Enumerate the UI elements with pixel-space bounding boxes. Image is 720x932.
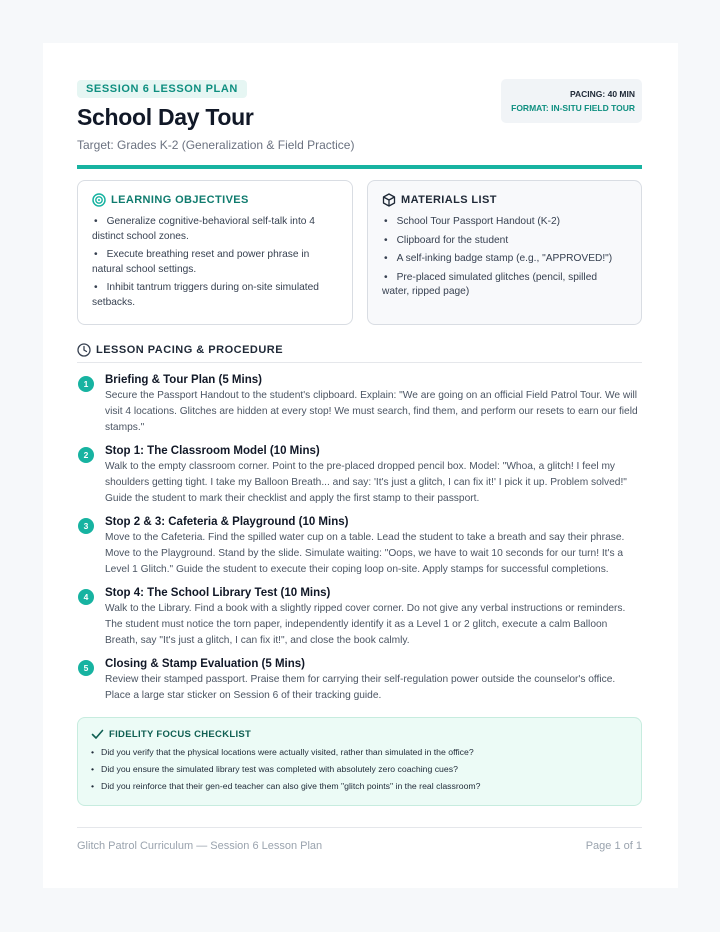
step-description: Review their stamped passport. Praise them for carrying their self-regulation power outside the counselor's office. Place a large star sticker on Session 6 of their tracking guide. <box>105 674 616 701</box>
materials-title: MATERIALS LIST <box>401 194 497 206</box>
checklist-header <box>91 729 628 740</box>
step-number: 5 <box>78 660 94 676</box>
footer-title: Glitch Patrol Curriculum — Session 6 Lesson Plan <box>77 840 323 852</box>
step-description: Walk to the Library. Find a book with a slightly ripped cover corner. Do not give any verbal instructions or reminders. The student must notice the torn paper, independently identify it as a Level 1 or 2 glitch, execute a calm Balloon Breath, say "It's just a glitch, I can fix it!", and close the book calmly. <box>105 603 626 646</box>
checklist-items <box>91 744 628 795</box>
step-description: Move to the Cafeteria. Find the spilled water cup on a table. Lead the student to take a breath and say their phrase. Move to the Playground. Stand by the slide. Simulate waiting: "Oops, we have to wait 10 seconds for our turn! It's a Level 1 Glitch." Guide the student to execute their coping loop on-site. Apply stamps for successful completions. <box>105 532 625 575</box>
header-divider <box>77 165 642 169</box>
page-content <box>77 79 642 806</box>
procedure-title: LESSON PACING & PROCEDURE <box>96 344 284 356</box>
step-title: Stop 2 & 3: Cafeteria & Playground (10 Mins) <box>105 516 349 528</box>
step-title: Closing & Stamp Evaluation (5 Mins) <box>105 658 305 670</box>
document-page <box>43 43 678 888</box>
objectives-list <box>92 215 338 310</box>
step-number: 3 <box>78 518 94 534</box>
objective-item: • Inhibit tantrum triggers during on-site simulated setbacks. <box>92 281 338 310</box>
objective-item: • Generalize cognitive-behavioral self-talk into 4 distinct school zones. <box>92 215 338 244</box>
box-icon <box>382 193 396 207</box>
material-item: • School Tour Passport Handout (K-2) <box>382 215 627 230</box>
objectives-title: LEARNING OBJECTIVES <box>111 194 249 206</box>
session-badge: SESSION 6 LESSON PLAN <box>77 80 247 98</box>
format-label: FORMAT: IN-SITU FIELD TOUR <box>511 103 635 113</box>
procedure-header <box>77 343 642 363</box>
checklist-title: FIDELITY FOCUS CHECKLIST <box>109 729 252 740</box>
materials-list <box>382 215 627 300</box>
session-meta-box <box>501 79 642 123</box>
info-cards <box>77 180 642 325</box>
pacing-label: PACING: 40 MIN <box>569 89 635 99</box>
step-title: Briefing & Tour Plan (5 Mins) <box>105 374 262 386</box>
procedure-step <box>77 586 642 649</box>
materials-header <box>382 193 627 207</box>
checklist-item: • Did you ensure the simulated library test was completed with absolutely zero coaching cues? <box>91 761 628 778</box>
procedure-step <box>77 373 642 436</box>
objectives-card <box>77 180 353 325</box>
page-number: Page 1 of 1 <box>585 840 642 852</box>
target-icon <box>92 193 106 207</box>
checklist-item: • Did you verify that the physical locations were actually visited, rather than simulated in the office? <box>91 744 628 761</box>
objectives-header <box>92 193 338 207</box>
page-subtitle: Target: Grades K-2 (Generalization & Field Practice) <box>77 138 355 152</box>
step-number: 4 <box>78 589 94 605</box>
step-description: Secure the Passport Handout to the student's clipboard. Explain: "We are going on an official Field Patrol Tour. We will visit 4 locations. Glitches are hidden at every stop! We must search, find them, and perform our resets to earn our field stamps." <box>105 390 638 433</box>
step-title: Stop 4: The School Library Test (10 Mins) <box>105 587 331 599</box>
materials-card <box>367 180 642 325</box>
check-icon <box>91 729 104 740</box>
procedure-steps <box>77 373 642 704</box>
procedure-step <box>77 444 642 507</box>
checklist-item: • Did you reinforce that their gen-ed teacher can also give them "glitch points" in the real classroom? <box>91 778 628 795</box>
step-title: Stop 1: The Classroom Model (10 Mins) <box>105 445 320 457</box>
page-title: School Day Tour <box>77 104 254 130</box>
material-item: • Clipboard for the student <box>382 234 627 249</box>
procedure-step <box>77 515 642 578</box>
material-item: • A self-inking badge stamp (e.g., "APPROVED!") <box>382 252 627 267</box>
material-item: • Pre-placed simulated glitches (pencil, spilled water, ripped page) <box>382 271 627 300</box>
step-description: Walk to the empty classroom corner. Point to the pre-placed dropped pencil box. Model: "Whoa, a glitch! I feel my shoulders getting tight. I take my Balloon Breath... and say: 'It's just a glitch, I can fix it!' I pick it up. Problem solved!" Guide the student to mark their checklist and apply the first stamp to their passport. <box>105 461 627 504</box>
page-footer <box>77 827 642 852</box>
fidelity-checklist <box>77 717 642 806</box>
objective-item: • Execute breathing reset and power phrase in natural school settings. <box>92 248 338 277</box>
clock-icon <box>77 343 91 357</box>
procedure-step <box>77 657 642 704</box>
step-number: 2 <box>78 447 94 463</box>
step-number: 1 <box>78 376 94 392</box>
